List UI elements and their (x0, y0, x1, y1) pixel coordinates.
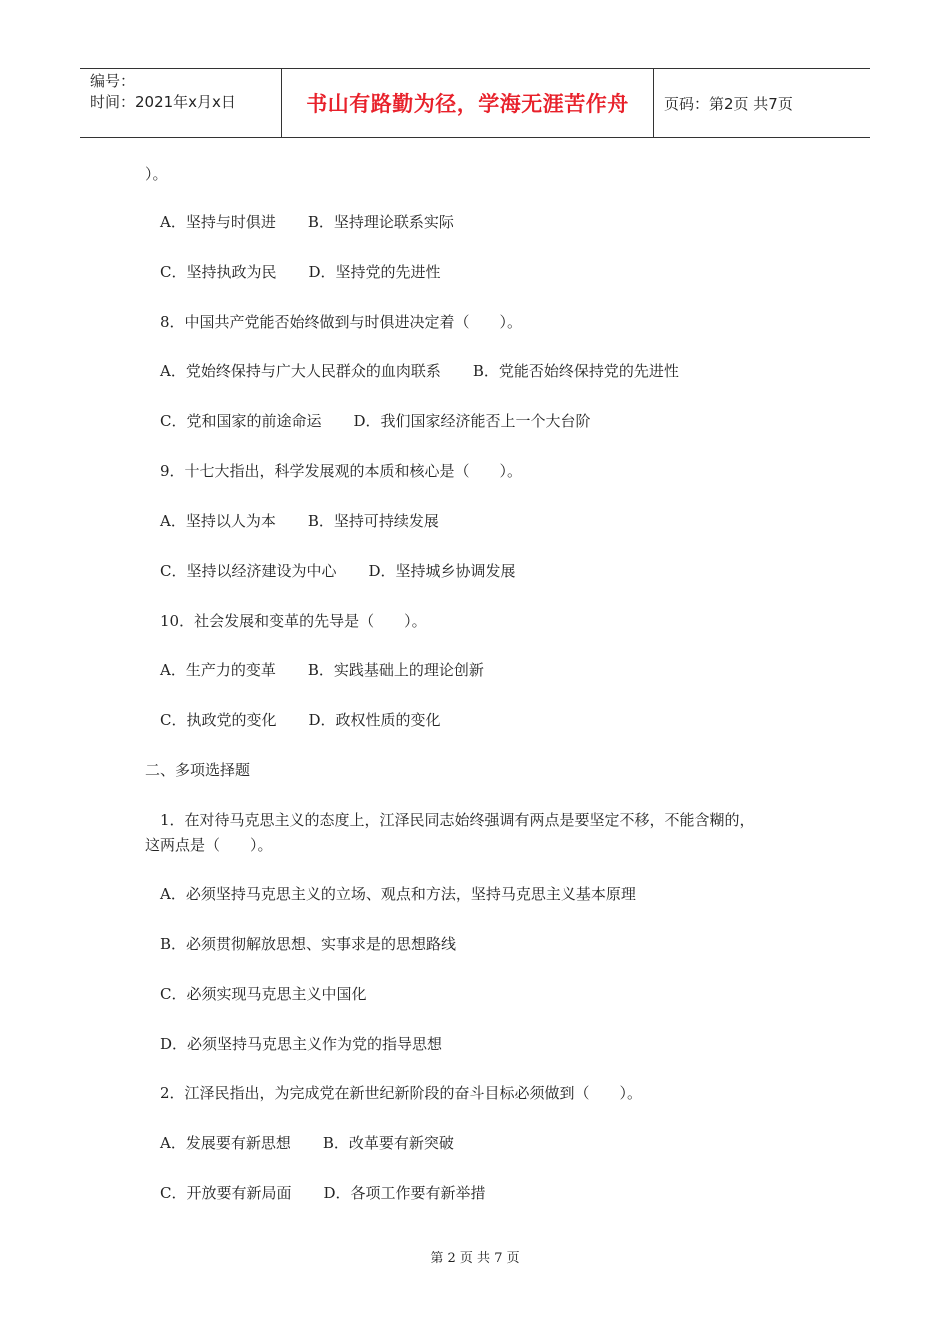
option-line: C．必须实现马克思主义中国化 (160, 985, 367, 1003)
option-line: C．执政党的变化 D．政权性质的变化 (160, 711, 441, 729)
page-code: 页码：第2页 共7页 (664, 94, 793, 113)
option-line: A．必须坚持马克思主义的立场、观点和方法，坚持马克思主义基本原理 (160, 885, 636, 903)
option-line: A．坚持以人为本 B．坚持可持续发展 (160, 512, 439, 530)
option-line: A．党始终保持与广大人民群众的血肉联系 B．党能否始终保持党的先进性 (160, 362, 679, 380)
text-line: ）。 (145, 165, 168, 183)
time-label: 时间：2021年x月x日 (90, 93, 236, 111)
option-line: C．坚持执政为民 D．坚持党的先进性 (160, 263, 441, 281)
section-heading: 二、多项选择题 (145, 761, 251, 779)
question-line: 9．十七大指出，科学发展观的本质和核心是（ ）。 (160, 462, 523, 480)
serial-label: 编号： (90, 72, 136, 90)
option-line: C．开放要有新局面 D．各项工作要有新举措 (160, 1184, 486, 1202)
header-motto-cell (281, 69, 654, 137)
option-line: A．发展要有新思想 B．改革要有新突破 (160, 1134, 454, 1152)
motto-text: 书山有路勤为径，学海无涯苦作舟 (306, 91, 629, 116)
option-line: D．必须坚持马克思主义作为党的指导思想 (160, 1035, 443, 1053)
question-line: 10．社会发展和变革的先导是（ ）。 (160, 612, 427, 630)
question-line: 1．在对待马克思主义的态度上，江泽民同志始终强调有两点是要坚定不移，不能含糊的， (160, 811, 755, 829)
header-page-code-cell (654, 69, 870, 137)
option-line: C．坚持以经济建设为中心 D．坚持城乡协调发展 (160, 562, 516, 580)
option-line: A．生产力的变革 B．实践基础上的理论创新 (160, 661, 484, 679)
page-header (80, 68, 870, 138)
option-line: B．必须贯彻解放思想、实事求是的思想路线 (160, 935, 457, 953)
question-line: 2．江泽民指出，为完成党在新世纪新阶段的奋斗目标必须做到（ ）。 (160, 1084, 643, 1102)
option-line: C．党和国家的前途命运 D．我们国家经济能否上一个大台阶 (160, 412, 591, 430)
option-line: A．坚持与时俱进 B．坚持理论联系实际 (160, 213, 454, 231)
question-line-continued: 这两点是（ ）。 (145, 836, 273, 854)
question-line: 8．中国共产党能否始终做到与时俱进决定着（ ）。 (160, 313, 523, 331)
page-footer: 第 2 页 共 7 页 (430, 1251, 520, 1266)
header-meta (80, 69, 281, 137)
